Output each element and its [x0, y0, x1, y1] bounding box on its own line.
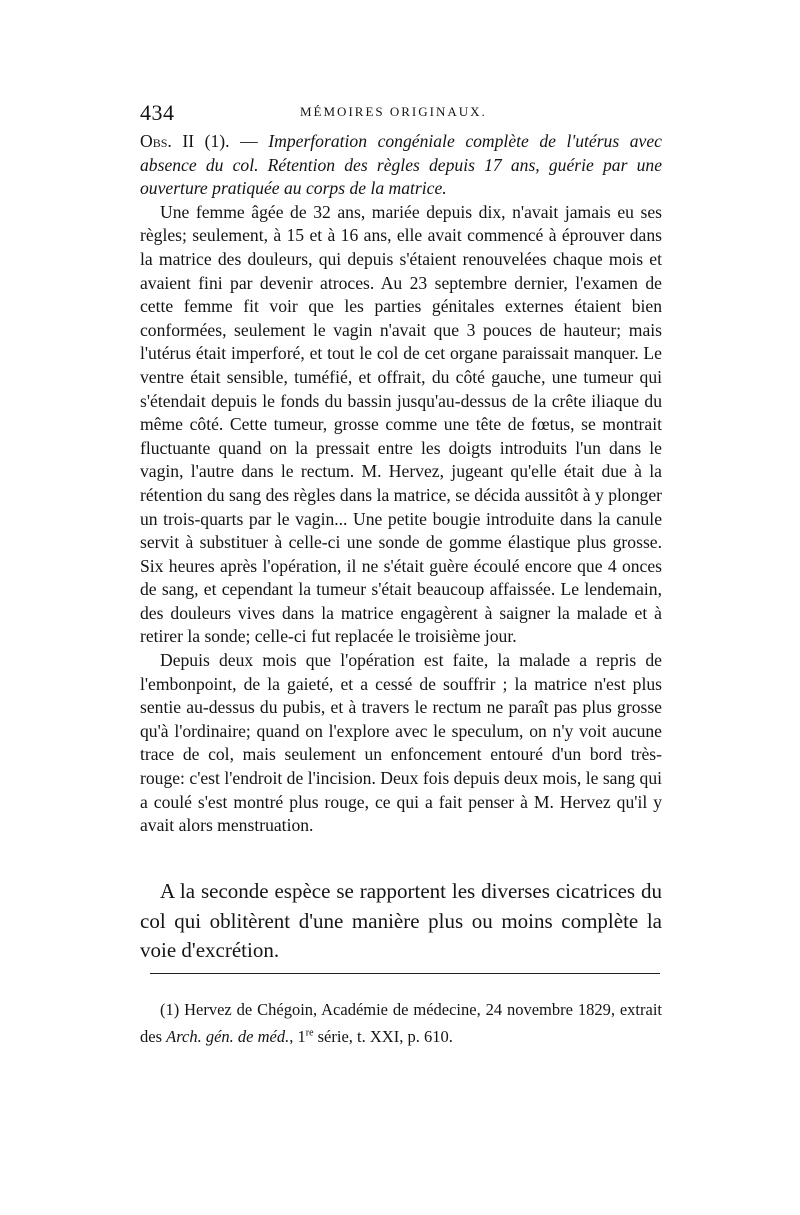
observation-paragraph-1: Une femme âgée de 32 ans, mariée depuis dix, n'avait jamais eu ses règles; seulement, à 15 et à 16 ans, elle avait commencé à éprouver dans la matrice des douleurs, qui depuis s'étaient renouvelées chaque mois et avaient fini par devenir atroces. Au 23 septembre dernier, l'examen de cette femme fit voir que les parties génitales externes étaient bien conformées, seulement le vagin n'avait que 3 pouces de hauteur; mais l'utérus était imperforé, et tout le col de cet organe paraissait manquer. Le ventre était sensible, tuméfié, et offrait, du côté gauche, une tumeur qui s'étendait depuis le fonds du bassin jusqu'au-dessus de la crête iliaque du même côté. Cette tumeur, grosse comme une tête de fœtus, se montrait fluctuante quand on la pressait entre les doigts introduits l'un dans le vagin, l'autre dans le rectum. M. Hervez, jugeant qu'elle était due à la rétention du sang des règles dans la matrice, se décida aussitôt à y plonger un trois-quarts par le vagin... Une petite bougie introduite dans la canule servit à substituer à celle-ci une sonde de gomme élastique plus grosse. Six heures après l'opération, il ne s'était guère écoulé encore que 4 onces de sang, et cependant la tumeur s'était beaucoup affaissée. Le lendemain, des douleurs vives dans la matrice engagèrent à saigner la malade et à retirer la sonde; celle-ci fut replacée le troisième jour.	[140, 201, 662, 647]
footnote-text-part: série, t. XXI, p. 610.	[313, 1027, 453, 1046]
main-text-block	[140, 877, 662, 966]
page-number: 434	[140, 100, 175, 125]
observation-label: Obs. II (1). —	[140, 131, 269, 151]
footnote	[140, 996, 662, 1050]
footnote-text-part: , 1	[289, 1027, 306, 1046]
observation-paragraph-2: Depuis deux mois que l'opération est faite, la malade a repris de l'embonpoint, de la gaieté, et a cessé de souffrir ; la matrice n'est plus sentie au-dessus du pubis, et à travers le rectum ne paraît pas plus grosse qu'à l'ordinaire; quand on l'explore avec le speculum, on n'y voit aucune trace de col, mais seulement un enfoncement entouré d'un bord très-rouge: c'est l'endroit de l'incision. Deux fois depuis deux mois, le sang qui a coulé s'est montré plus rouge, ce qui a fait penser à M. Hervez qu'il y avait alors menstruation.	[140, 650, 662, 836]
footnote-journal-title: Arch. gén. de méd.	[166, 1027, 290, 1046]
footnote-superscript: re	[305, 1027, 314, 1039]
observation-block	[140, 130, 662, 838]
page-header	[140, 100, 660, 124]
observation-title: Imperforation congéniale complète de l'utérus avec absence du col. Rétention des règles depuis 17 ans, guérie par une ouverture pratiquée au corps de la matrice.	[140, 131, 662, 199]
footnote-text	[140, 996, 662, 1050]
footnote-text-part: (1) Hervez de Chégoin, Académie de médecine, 24 novembre 1829, extrait des	[140, 1000, 662, 1046]
footnote-divider	[150, 973, 660, 974]
running-head: MÉMOIRES ORIGINAUX.	[300, 104, 487, 119]
observation-heading	[140, 130, 662, 201]
main-text-paragraph: A la seconde espèce se rapportent les diverses cicatrices du col qui oblitèrent d'une manière plus ou moins complète la voie d'excrétion.	[140, 879, 662, 962]
